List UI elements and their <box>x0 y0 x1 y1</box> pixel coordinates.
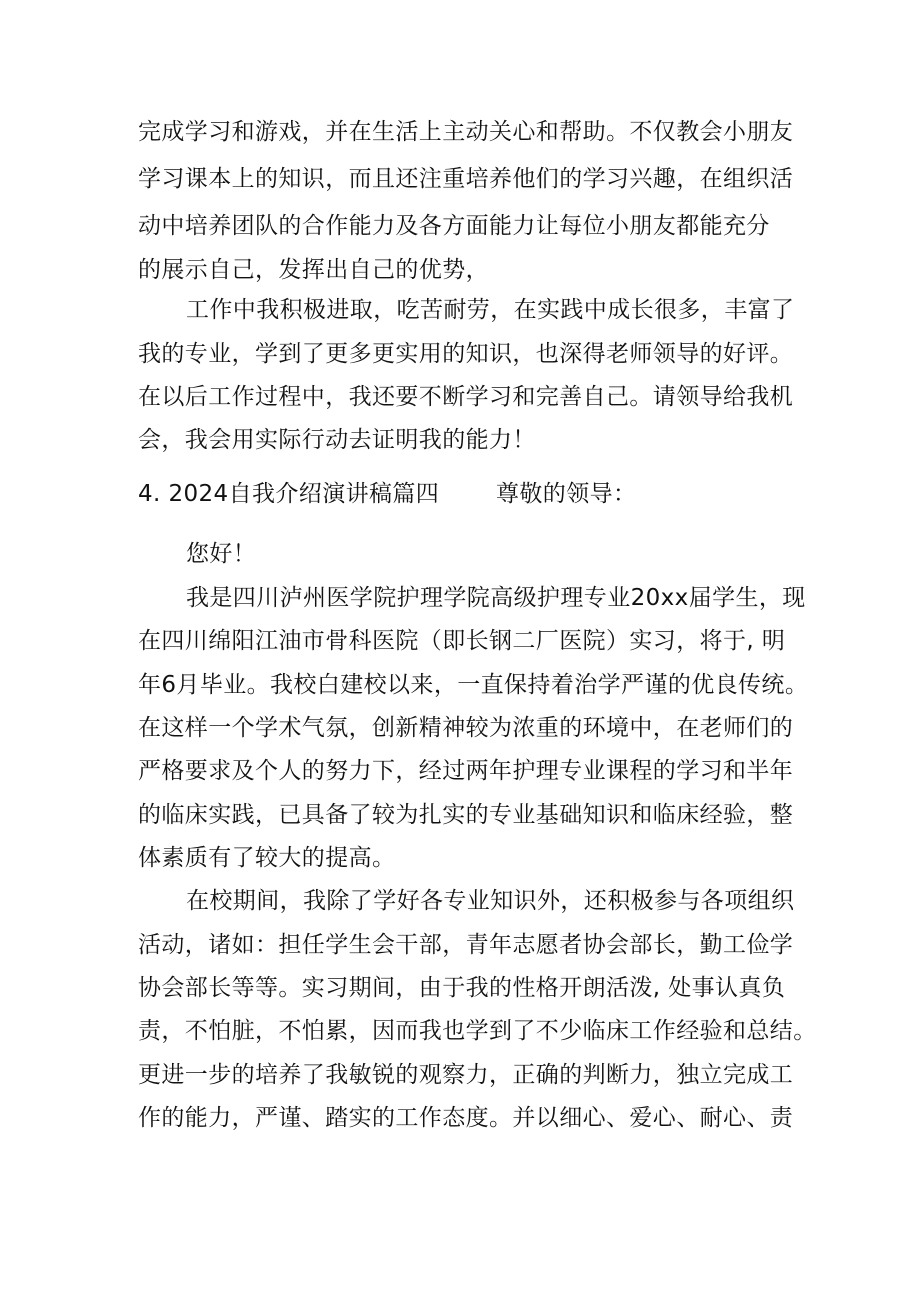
paragraph-4-line-6: 作的能力，严谨、踏实的工作态度。并以细心、爱心、耐心、责 <box>138 1105 794 1131</box>
paragraph-1-line-4: 的展示自己，发挥出自己的优势， <box>138 257 489 283</box>
paragraph-2-line-2: 我的专业，学到了更多更实用的知识，也深得老师领导的好评。 <box>138 341 794 367</box>
paragraph-1-line-1: 完成学习和游戏，并在生活上主动关心和帮助。不仅教会小朋友 <box>138 119 794 145</box>
paragraph-4-line-4: 责，不怕脏，不怕累，因而我也学到了不少临床工作经验和总结。 <box>138 1018 817 1044</box>
paragraph-2-line-3: 在以后工作过程中，我还要不断学习和完善自己。请领导给我机 <box>138 384 794 410</box>
paragraph-3-line-3: 年6月毕业。我校白建校以来，一直保持着治学严谨的优良传统。 <box>138 672 809 698</box>
paragraph-2-line-1: 工作中我积极进取，吃苦耐劳，在实践中成长很多，丰富了 <box>186 297 795 323</box>
paragraph-3-line-6: 的临床实践，已具备了较为扎实的专业基础知识和临床经验，整 <box>138 802 794 828</box>
paragraph-4-line-1: 在校期间，我除了学好各专业知识外，还积极参与各项组织 <box>186 888 795 914</box>
paragraph-1-line-2: 学习课本上的知识，而且还注重培养他们的学习兴趣，在组织活 <box>138 166 794 192</box>
paragraph-4-line-5: 更进一步的培养了我敏锐的观察力，正确的判断力，独立完成工 <box>138 1062 794 1088</box>
paragraph-4-line-3: 协会部长等等。实习期间，由于我的性格开朗活泼, 处事认真负 <box>138 975 786 1001</box>
paragraph-3-line-5: 严格要求及个人的努力下，经过两年护理专业课程的学习和半年 <box>138 758 794 784</box>
paragraph-4-line-2: 活动，诸如：担任学生会干部，青年志愿者协会部长，勤工俭学 <box>138 932 794 958</box>
paragraph-3-line-4: 在这样一个学术气氛，创新精神较为浓重的环境中，在老师们的 <box>138 715 794 741</box>
paragraph-2-line-4: 会，我会用实际行动去证明我的能力！ <box>138 427 536 453</box>
paragraph-1-line-3: 动中培养团队的合作能力及各方面能力让每位小朋友都能充分 <box>138 213 770 239</box>
greeting: 您好！ <box>186 541 257 567</box>
paragraph-3-line-1: 我是四川泸州医学院护理学院高级护理专业20xx届学生，现 <box>186 585 806 611</box>
salutation: 尊敬的领导： <box>496 481 637 507</box>
paragraph-3-line-2: 在四川绵阳江油市骨科医院（即长钢二厂医院）实习，将于, 明 <box>138 628 786 654</box>
paragraph-3-line-7: 体素质有了较大的提高。 <box>138 845 396 871</box>
section-heading: 4. 2024自我介绍演讲稿篇四 <box>138 481 440 507</box>
